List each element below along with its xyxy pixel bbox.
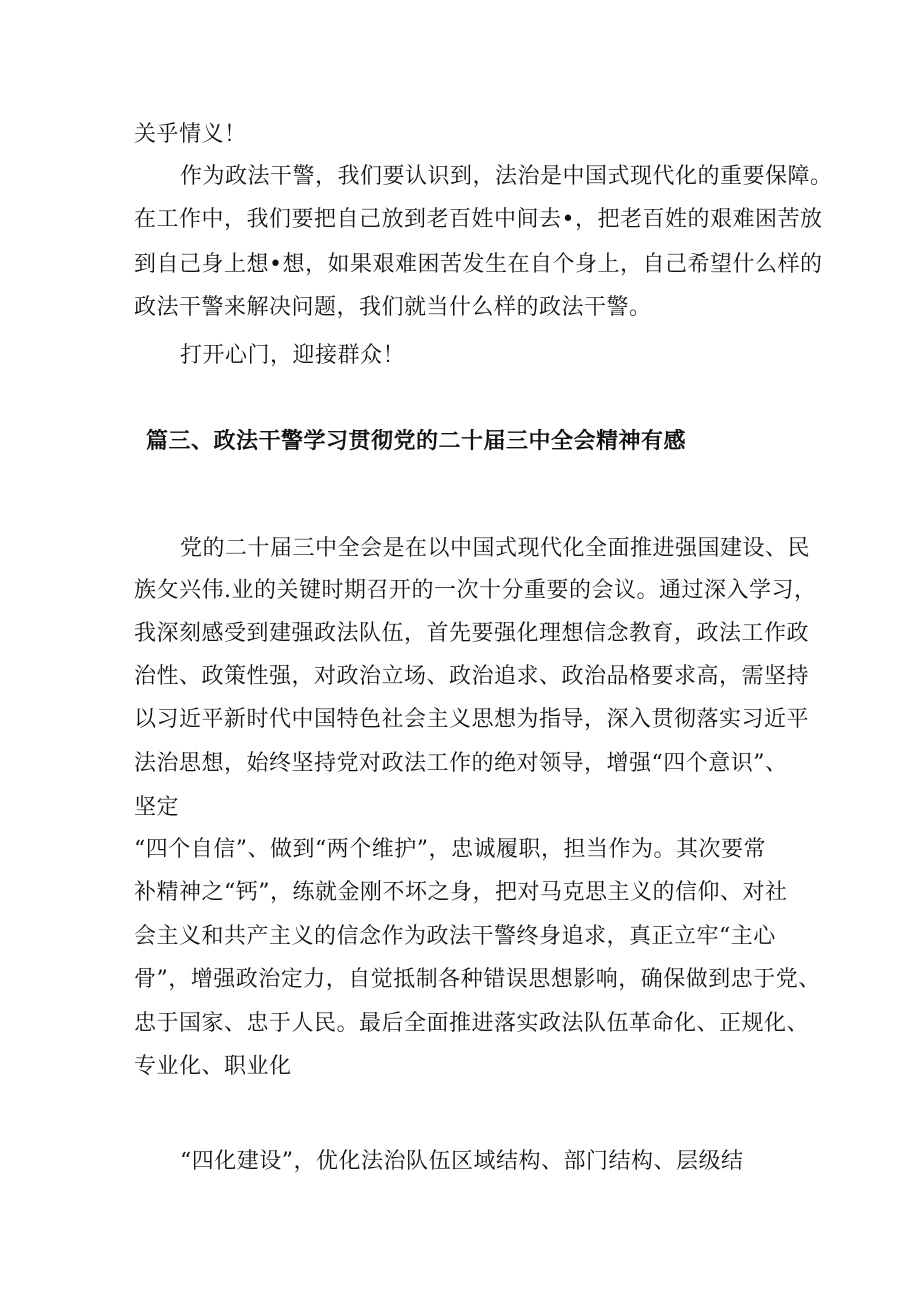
text-line: 族攵兴伟.业的关键时期召开的一次十分重要的会议。通过深入学习， bbox=[134, 578, 817, 603]
text-line: 坚定 bbox=[134, 795, 180, 820]
text-line: 以习近平新时代中国特色社会主义思想为指导，深入贯彻落实习近平 bbox=[134, 707, 810, 732]
text-line: 我深刻感受到建强政法队伍，首先要强化理想信念教育，政法工作政 bbox=[134, 621, 810, 646]
text-line: 骨”，增强政治定力，自觉抵制各种错误思想影响，确保做到忠于党、 bbox=[134, 967, 821, 992]
text-line: 作为政法干警，我们要认识到，法治是中国式现代化的重要保障。 bbox=[180, 164, 833, 189]
text-line: 政法干警来解决问题，我们就当什么样的政法干警。 bbox=[134, 295, 652, 320]
text-line: 补精神之“钙”，练就金刚不坏之身，把对马克思主义的信仰、对社 bbox=[134, 880, 788, 905]
text-line: 会主义和共产主义的信念作为政法干警终身追求，真正立牢“主心 bbox=[134, 924, 776, 949]
text-line: “四化建设”，优化法治队伍区域结构、部门结构、层级结 bbox=[180, 1149, 744, 1174]
text-line: 在工作中，我们要把自己放到老百姓中间去•，把老百姓的艰难困苦放 bbox=[134, 207, 823, 232]
text-line: 党的二十届三中全会是在以中国式现代化全面推进强国建设、民 bbox=[180, 536, 811, 561]
text-line: 打开心门，迎接群众！ bbox=[180, 343, 406, 368]
text-line: 忠于国家、忠于人民。最后全面推进落实政法队伍革命化、正规化、 bbox=[134, 1011, 810, 1036]
text-line: 治性、政策性强，对政治立场、政治追求、政治品格要求高，需坚持 bbox=[134, 664, 810, 689]
text-line: 法治思想，始终坚持党对政法工作的绝对领导，增强“四个意识”、 bbox=[134, 751, 788, 776]
section-heading: 篇三、政法干警学习贯彻党的二十届三中全会精神有感 bbox=[146, 429, 687, 454]
text-line: 到自己身上想•想，如果艰难困苦发生在自个身上，自己希望什么样的 bbox=[134, 252, 823, 277]
text-line: 专业化、职业化 bbox=[134, 1054, 292, 1079]
text-line: 关乎情义！ bbox=[134, 122, 247, 147]
text-line: “四个自信”、做到“两个维护”，忠诚履职，担当作为。其次要常 bbox=[134, 837, 766, 862]
